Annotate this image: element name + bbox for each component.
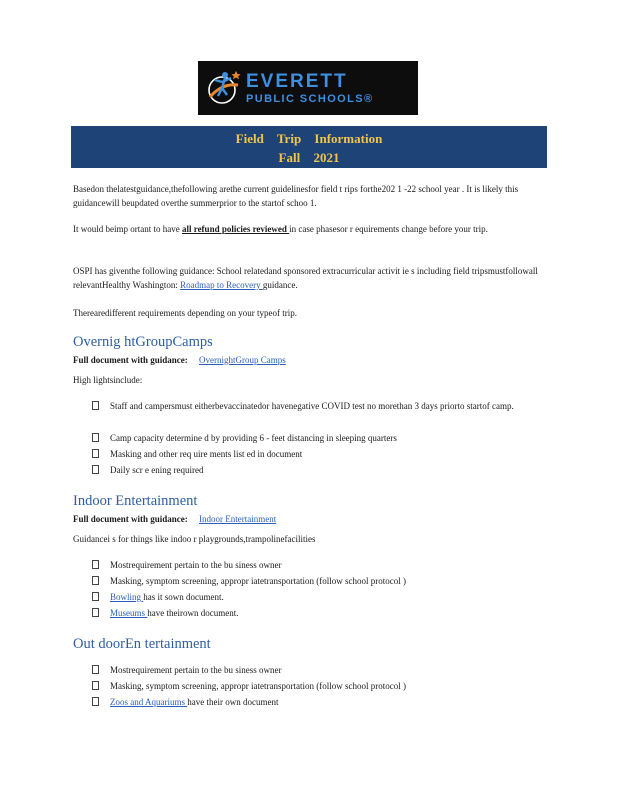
overnight-camps-link[interactable]: OvernightGroup Camps [199, 355, 286, 365]
bullet-box-icon [92, 576, 99, 585]
globe-figure-icon [198, 61, 246, 115]
list-item-text: Camp capacity determine d by providing 6 - feet distancing in sleeping quarters [110, 433, 397, 443]
section-lead-indoor: Guidancei s for things like indoo r playgrounds,trampolinefacilities [73, 534, 316, 544]
bowling-link[interactable]: Bowling [110, 592, 144, 602]
intro-paragraph-2 [73, 222, 543, 236]
bullet-box-icon [92, 697, 99, 706]
list-item-text-rest: have their own document [187, 697, 279, 707]
banner-subtitle: Fall 2021 [278, 150, 340, 165]
list-item-text [110, 607, 530, 619]
bullet-box-icon [92, 560, 99, 569]
bullet-box-icon [92, 401, 99, 410]
logo-line-1: EVERETT [246, 70, 348, 92]
list-item-text: Masking and other req uire ments list ed in document [110, 449, 303, 459]
bullet-box-icon [92, 608, 99, 617]
section-lead-overnight: High lightsinclude: [73, 375, 143, 385]
roadmap-to-recovery-link[interactable]: Roadmap to Recovery [180, 280, 263, 290]
zoos-aquariums-link[interactable]: Zoos and Aquariums [110, 697, 188, 707]
full-doc-line-indoor [73, 514, 276, 524]
bullet-box-icon [92, 665, 99, 674]
district-logo [198, 61, 418, 115]
refund-text-start: It would beimp ortant to have [73, 224, 180, 234]
bullet-box-icon [92, 433, 99, 442]
section-heading-outdoor: Out doorEn tertainment [73, 636, 211, 652]
bullet-box-icon [92, 465, 99, 474]
refund-text-end: in case phasesor r equirements change before your trip. [289, 224, 488, 234]
list-item-text [110, 696, 530, 708]
logo-line-2: PUBLIC SCHOOLS® [246, 92, 374, 105]
intro-paragraph-1: Basedon thelatestguidance,thefollowing arethe current guidelinesfor field t rips forthe202 1 -22 school year . It is likely this guidancewill beupdated overthe summerprior to the startof schoo 1. [73, 184, 519, 208]
ospi-text-end: guidance. [262, 280, 298, 290]
list-item-text-rest: has it sown document. [143, 592, 224, 602]
refund-policies-emphasis: all refund policies reviewed [181, 224, 290, 234]
list-item-text-rest: have theirown document. [147, 608, 239, 618]
intro-paragraph-4: Therearedifferent requirements depending on your typeof trip. [73, 308, 297, 318]
full-doc-line-overnight [73, 355, 286, 365]
indoor-entertainment-link[interactable]: Indoor Entertainment [199, 514, 277, 524]
list-item-text: Mostrequirement pertain to the bu siness owner [110, 665, 282, 675]
bullet-box-icon [92, 681, 99, 690]
list-item-text: Daily scr e ening required [110, 465, 204, 475]
bullet-box-icon [92, 592, 99, 601]
intro-paragraph-3 [73, 264, 543, 292]
list-item-text: Mostrequirement pertain to the bu siness owner [110, 560, 282, 570]
full-doc-label: Full document with guidance: [73, 355, 188, 365]
banner-title: Field Trip Information [235, 131, 383, 146]
section-heading-indoor: Indoor Entertainment [73, 493, 198, 509]
bullet-box-icon [92, 449, 99, 458]
full-doc-label: Full document with guidance: [73, 514, 188, 524]
title-banner [71, 126, 547, 168]
list-item-text [110, 591, 530, 603]
museums-link[interactable]: Museums [110, 608, 148, 618]
list-item-text: Masking, symptom screening, appropr iatetransportation (follow school protocol ) [110, 681, 406, 691]
logo-wordmark [246, 72, 374, 105]
list-item-text: Masking, symptom screening, appropr iatetransportation (follow school protocol ) [110, 576, 406, 586]
list-item-text: Staff and campersmust eitherbevaccinatedor havenegative COVID test no morethan 3 days priorto startof camp. [110, 401, 514, 411]
section-heading-overnight: Overnig htGroupCamps [73, 334, 213, 350]
ospi-text: OSPI has giventhe following guidance: School relatedand sponsored extracurricular activit ie s including field tripsmustfollowall relevantHealthy Washington: [73, 266, 538, 290]
